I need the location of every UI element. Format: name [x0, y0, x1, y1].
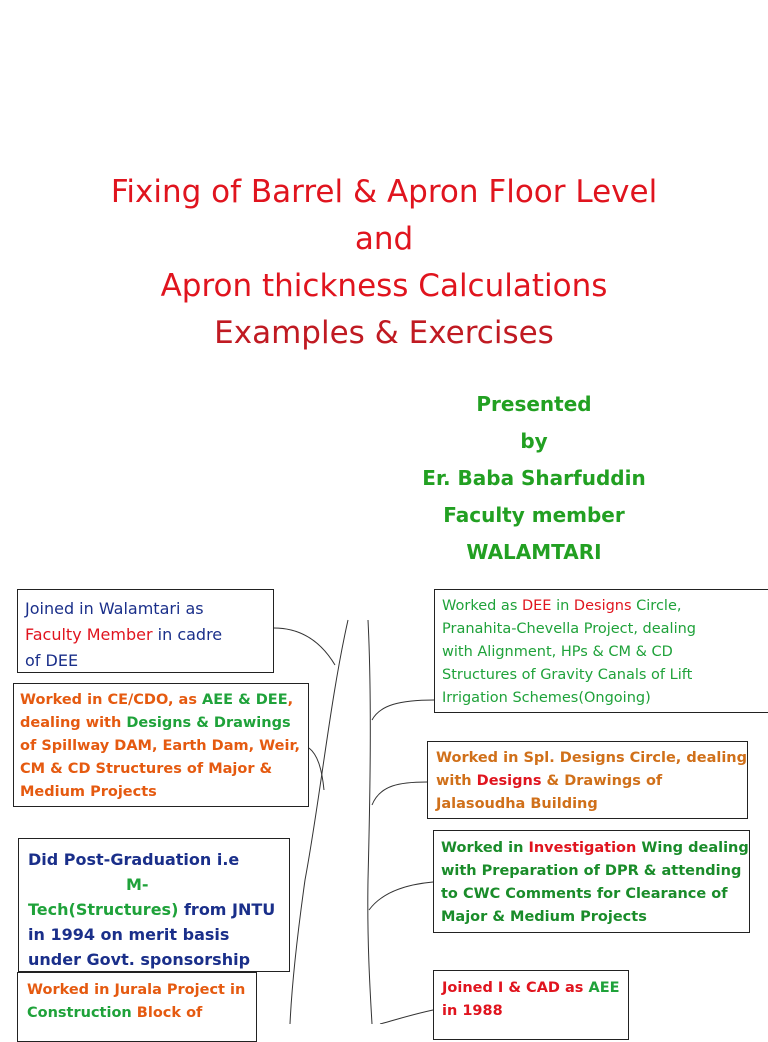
text: of Spillway DAM, Earth Dam, Weir,	[20, 738, 300, 754]
text: in	[551, 598, 574, 614]
left-box-walamtari	[17, 589, 274, 673]
text: Jalasoudha Building	[436, 796, 598, 812]
text: Worked as	[442, 598, 522, 614]
text: Circle,	[631, 598, 682, 614]
text: in cadre	[152, 625, 223, 644]
text: AEE & DEE	[202, 692, 288, 708]
text: with Alignment, HPs & CM & CD	[442, 644, 673, 660]
text: Major & Medium Projects	[441, 909, 647, 925]
right-box-designs-circle	[434, 589, 768, 713]
text: & Drawings of	[541, 773, 663, 789]
connector-right-4	[380, 1010, 433, 1024]
text: ,	[287, 692, 294, 708]
text: with	[436, 773, 477, 789]
connector-left-2	[309, 748, 324, 790]
text: Pranahita-Chevella Project, dealing	[442, 621, 697, 637]
text: Investigation	[528, 840, 637, 856]
title-line-1: Fixing of Barrel & Apron Floor Level	[110, 174, 658, 210]
left-box-postgrad	[18, 838, 290, 972]
text: Designs	[573, 598, 632, 614]
presenter-name: Er. Baba Sharfuddin	[422, 466, 646, 490]
text: Did Post-Graduation i.e	[28, 850, 240, 869]
connector-right-3	[369, 882, 433, 910]
text: Faculty Member	[25, 625, 153, 644]
text: Construction	[27, 1005, 132, 1021]
text: Irrigation Schemes(Ongoing)	[442, 690, 651, 706]
presenter-line-1: Presented	[476, 392, 592, 416]
presenter-line-2: by	[520, 429, 548, 453]
text: with Preparation of DPR & attending	[441, 863, 742, 879]
left-box-jurala	[17, 972, 257, 1042]
text: Designs	[476, 773, 542, 789]
connector-right-1	[372, 700, 434, 720]
connector-right-2	[372, 782, 427, 805]
text: AEE	[588, 980, 620, 996]
text: Worked in Jurala Project in	[27, 982, 246, 998]
right-box-spl-designs	[427, 741, 748, 819]
text: Joined I & CAD as	[442, 980, 589, 996]
title-line-4: Examples & Exercises	[214, 315, 554, 351]
text: Worked in CE/CDO, as	[20, 692, 202, 708]
connector-left-1	[274, 628, 335, 665]
presenter-role: Faculty member	[443, 503, 625, 527]
spine-right	[368, 620, 372, 1024]
spine-left	[287, 620, 348, 1024]
text: Medium Projects	[20, 784, 157, 800]
presenter-org: WALAMTARI	[466, 540, 602, 564]
text: Wing dealing	[636, 840, 749, 856]
text: Designs & Drawings	[126, 715, 291, 731]
text: in 1988	[442, 1003, 503, 1019]
text: Worked in	[441, 840, 529, 856]
right-box-joined-icad	[433, 970, 629, 1040]
text: in 1994 on merit basis	[28, 925, 230, 944]
text: DEE	[521, 598, 552, 614]
text: under Govt. sponsorship	[28, 950, 251, 969]
right-box-investigation	[433, 830, 750, 933]
title-line-2: and	[354, 221, 414, 257]
text: M-	[126, 875, 149, 894]
text: Joined in Walamtari as	[25, 599, 204, 618]
text: CM & CD Structures of Major &	[20, 761, 273, 777]
text: from JNTU	[178, 900, 276, 919]
left-box-cdo	[13, 683, 309, 807]
title-line-3: Apron thickness Calculations	[160, 268, 608, 304]
text: of DEE	[25, 651, 79, 670]
text: to CWC Comments for Clearance of	[441, 886, 728, 902]
text: Worked in Spl. Designs Circle, dealing	[436, 750, 748, 766]
text: Structures of Gravity Canals of Lift	[442, 667, 693, 683]
text: Tech(Structures)	[28, 900, 179, 919]
text: Block of	[131, 1005, 203, 1021]
text: dealing with	[20, 715, 127, 731]
